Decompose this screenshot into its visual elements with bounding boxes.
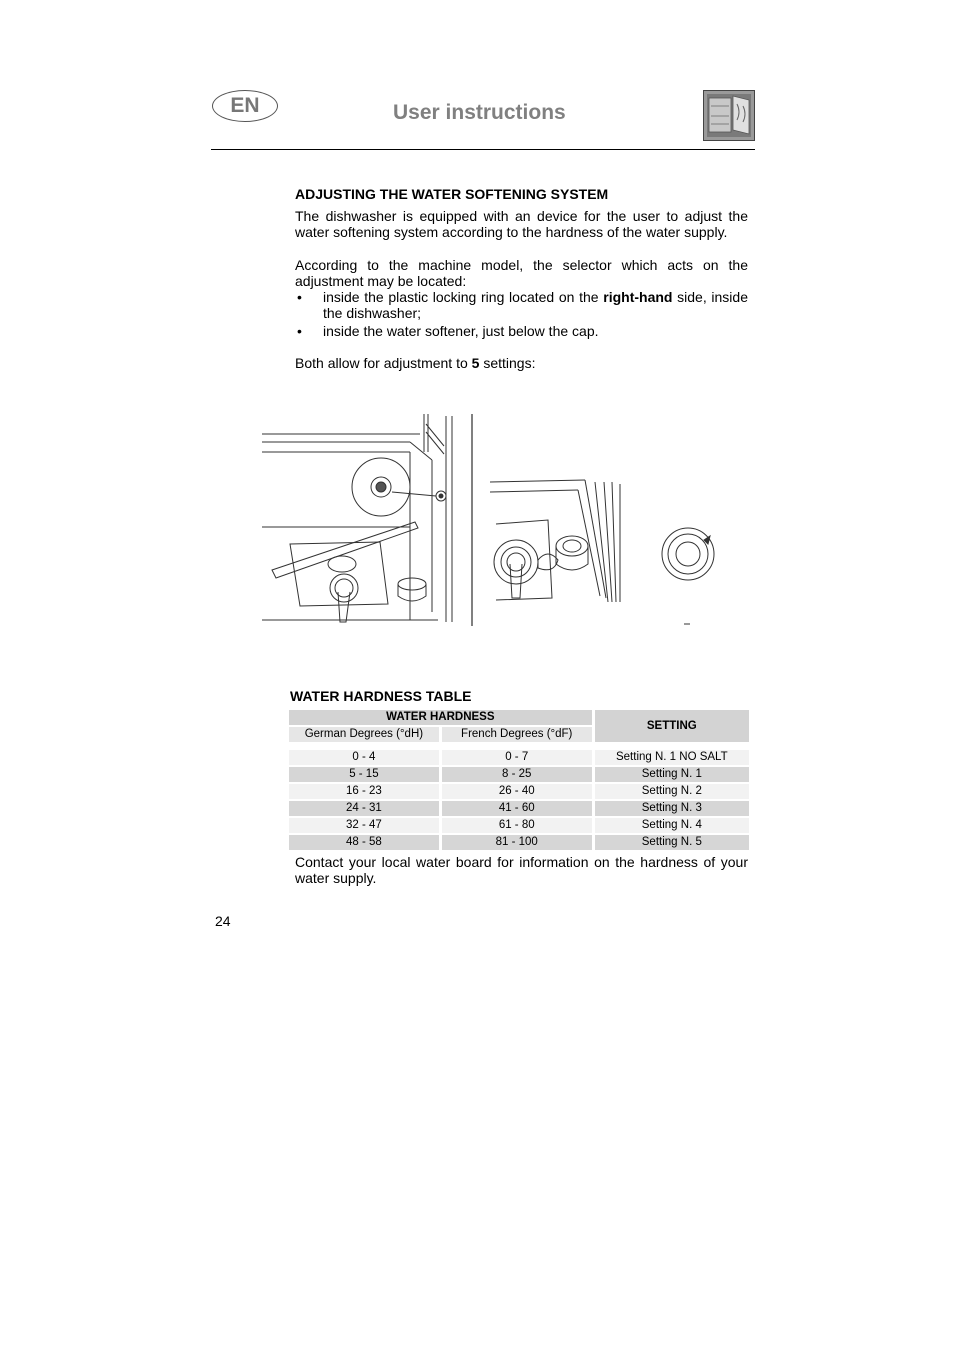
dishwasher-icon (703, 90, 755, 141)
table-row (289, 767, 749, 782)
footer-note: Contact your local water board for information on the hardness of your water supply. (295, 854, 748, 886)
table-row (289, 835, 749, 850)
intro-paragraph: The dishwasher is equipped with an device for the user to adjust the water softening system according to the hardness of the water supply. (295, 208, 748, 240)
german-cell: 32 - 47 (289, 818, 439, 833)
water-hardness-header: WATER HARDNESS (289, 710, 592, 725)
german-degrees-header: German Degrees (°dH) (289, 727, 439, 742)
location-paragraph: According to the machine model, the selector which acts on the adjustment may be located: (295, 257, 748, 289)
table-row (289, 818, 749, 833)
french-cell: 41 - 60 (442, 801, 592, 816)
header-divider (211, 149, 755, 150)
language-badge: EN (212, 90, 278, 122)
setting-cell: Setting N. 1 (595, 767, 749, 782)
german-cell: 5 - 15 (289, 767, 439, 782)
list-item: • inside the plastic locking ring located on the right-hand side, inside the dishwasher; (297, 289, 748, 321)
bullet-icon: • (297, 323, 302, 339)
settings-paragraph: Both allow for adjustment to 5 settings: (295, 355, 536, 371)
bullet-icon: • (297, 289, 302, 305)
french-cell: 8 - 25 (442, 767, 592, 782)
setting-cell: Setting N. 3 (595, 801, 749, 816)
table-header-row (289, 710, 749, 725)
table-row (289, 784, 749, 799)
table-row (289, 801, 749, 816)
dishwasher-interior-drawing (262, 414, 452, 622)
setting-cell: Setting N. 4 (595, 818, 749, 833)
french-cell: 81 - 100 (442, 835, 592, 850)
setting-header: SETTING (595, 710, 749, 742)
table-heading: WATER HARDNESS TABLE (290, 688, 472, 704)
list-item: • inside the water softener, just below the cap. (297, 323, 599, 339)
page-number: 24 (215, 913, 231, 929)
softener-location-illustration (260, 412, 730, 628)
water-softener-drawing (490, 480, 714, 624)
setting-cell: Setting N. 5 (595, 835, 749, 850)
table-row (289, 750, 749, 765)
german-cell: 24 - 31 (289, 801, 439, 816)
page-title: User instructions (393, 101, 566, 124)
german-cell: 48 - 58 (289, 835, 439, 850)
section-heading: ADJUSTING THE WATER SOFTENING SYSTEM (295, 186, 609, 202)
german-cell: 16 - 23 (289, 784, 439, 799)
french-cell: 61 - 80 (442, 818, 592, 833)
french-cell: 0 - 7 (442, 750, 592, 765)
french-cell: 26 - 40 (442, 784, 592, 799)
setting-cell: Setting N. 1 NO SALT (595, 750, 749, 765)
location-list (295, 289, 748, 341)
setting-cell: Setting N. 2 (595, 784, 749, 799)
water-hardness-table (286, 708, 752, 852)
french-degrees-header: French Degrees (°dF) (442, 727, 592, 742)
german-cell: 0 - 4 (289, 750, 439, 765)
